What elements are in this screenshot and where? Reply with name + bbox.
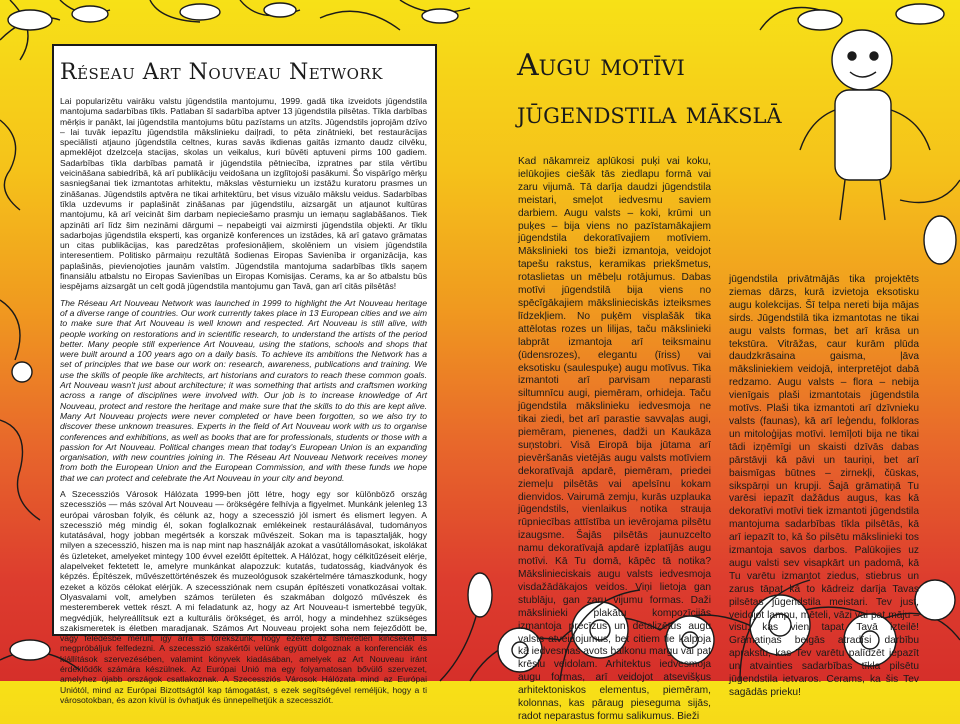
right-title-line2: jūgendstila mākslā: [517, 96, 782, 131]
left-text-panel: [52, 44, 437, 705]
english-paragraph: The Réseau Art Nouveau Network was launched in 1999 to highlight the Art Nouveau heritage of a diverse range of countries. Our work currently takes place in 13 European cities and we aim to make sure that Art Nouveau is well known and respected. Art Nouveau is still alive, with people working on restorations and in scientific research, to understand the artists of the period better. Many people still experience Art Nouveau, using the stations, schools and shops that were built around a 100 years ago on a daily basis. To achieve its ambitions the Network has a set of principles that we base our work on: research, awareness, publications and training. We use the skills of people like architects, art historians and curators to reach these common goals. Art Nouveau wasn't just about architecture; it was something that artists and craftsmen working across a range of disciplines were involved with. Our job is to increase knowledge of Art Nouveau, protect and restore the heritage and make sure that the skills to do this are kept alive. Many Art Nouveau projects were never completed or have been forgotten, so we also try to discover these unknown treasures. Experts in the field of Art Nouveau work with us to organise conferences and exhibitions, as well as books that are for professionals, students or those with a passion for Art Nouveau. Political changes mean that today's European Union is an expanding organisation, with new countries joining in. The Réseau Art Nouveau Network receives money from both the European Union and the European Commission, and with these funds we hope that we can protect and celebrate the Art Nouveau in your city and beyond.: [60, 297, 427, 483]
right-column-1: Kad nākamreiz aplūkosi puķi vai koku, ielūkojies ciešāk tās ziedlapu formā vai zaru vijumā. Tā darīja daudzi jūgendstila meistari, smeļot iedvesmu saviem darbiem. Augu valsts – koki, krūmi un puķes – bija viens no pazīstamākajiem jūgendstila dekoratīvajiem motīviem. Mākslinieki tos bieži izmantoja, veidojot tapešu rakstus, keramikas priekšmetus, rotaslietas un mēbeļu rotājumus. Dabas motīvi jūgendstilā bija viens no spēcīgākajiem mākslinieciskās izteiksmes līdzekļiem. No puķēm visplašāk tika attēlotas rozes un lilijas, taču mākslinieki labprāt izmantoja arī teiksmainu (ūdensrozes), elegantu (īriss) vai eksotisku (saulespuķe) augu motīvus. Tika izmantoti arī parvisam neparasti siltumnīcu augi, piemēram, orhideja. Taču jūgendstila mākslinieku iedvesmoja ne tikai ziedi, bet arī parastie savvaļas augi, piemēram, pienenes, dadži un Kaukāza suņstobri. Visā Eiropā bija jūtama arī pievēršanās vietējās augu valsts motīviem dekoratīvajā apdarē, piemēram, priedei ziemeļu pilsētās vai apelsīnu kokam dienvidos. Vairumā zemju, kurās uzplauka jūgendstils, vienlaikus notika strauja rūpniecības attīstība un ievērojama pilsētu izaugsme. Šajās pilsētās jaunuzcelto namu dekoratīvajā apdarē izplatījās augu motīvi. Kā Tu domā, kāpēc tā notika? Mākslinieciskais augu valsts iedvesmoja visdažādākajos veidos. Viņi lietoja gan stublāju, gan zaru vijumu formas. Daži mākslinieki plakātu kompozīcijās izmantoja precīzus un detalizētus augu valsts atveidojumus, bet citiem tie kalpoja kā iedvesmas avots balkonu margu vai pat krēslu veidolam. Arhitektus iedvesmoja augu formas, arī veidojot atsevišķus arhitektoniskos elementus, piemēram, kolonnas, kas pāraug pieseguma sijās, radot neparastus formu salikumus. Bieži: [518, 156, 711, 722]
right-column-2: jūgendstila privātmājās tika projektēts ziemas dārzs, kurā izvietoja eksotisku augu kolekcijas. Šī telpa nereti bija mājas sirds. Jūgendstilā tika izmantotas ne tikai augu valsts formas, bet arī krāsa un tekstūra. Vitrāžas, caur kurām plūda daudzkrāsaina gaisma, ļāva māksliniekiem veidojā, interpretējot dabā redzamo. Augu valsts – flora – nebija vienīgais plaši izmantotais jūgendstila motīvs. Plaši tika izmantoti arī dzīvnieku valsts (faunas), kā arī leģendu, folkloras un mitoloģijas motīvi. Iemīļoti bija ne tikai tādi izņēmīgi un skaisti dzīvās dabas pārstāvji kā pāvi un tauriņi, bet arī baismīgas būtnes – zirnekļi, čūskas, sikspārņi un krupji. Šajā grāmatiņā Tu varēsi iepazīt dažādus augus, kas kā dekoratīvi motīvi tiek izmantoti jūgendstila mantojuma sadarbības tīkla pilsētās, kā arī iepazīt to, kā šo pilsētu mākslinieki tos izmantoja savos darbos. Palūkojies uz augu valsti sev visapkārt un padomā, kā Tu varētu izmantot ziedus, stiebrus un zarus tāpat kā to kādreiz darīja Tavas pilsētas jūgendstila meistari. Tev just, veidojot lampu, mēteli, vāzi vai pat māju – visu, kas vien tapat Tavā izteilē! Grāmatiņas beigās atradīsi darbību aprakstu, kas Tev varētu palīdzēt iepazīt un atvainties sadarbības tīkla pilsētu jūgendstila ietvaros. Cerams, ka šis Tev sagādās prieku!: [729, 274, 919, 698]
latvian-paragraph: Lai popularizētu vairāku valstu jūgendstila mantojumu, 1999. gadā tika izveidots jūgendstila mantojuma sadarbības tīkls. Patlaban šī sadarbība aptver 13 jūgendstila pilsētas. Tīkla darbības mērķis ir panākt, lai jūgendstila mantojums būtu pazīstams un atzīts. Jūgendstils joprojām dzīvo – lai tuvāk iepazītu jūgendstila mākslinieku daiļradi, to pēta zinātnieki, bet restaurācijas speciālisti atjauno jūgendstila celtnes, kuras savās ikdienas gaitās izmanto daudz cilvēku, apmeklējot dzelzceļa stacijas, skolas un veikalus, kuri būvēti aptuveni pirms 100 gadiem. Sadarbības tīkla darbības pamatā ir jūgendstila pētniecība, izpratnes par stila vērtību veicināšana sabiedrībā, kā arī publikāciju veidošana un izglītojoši pasākumi. Šo vispārīgo mērķu sasniegšanai tiek izmantotas arhitektu, mākslas vēsturnieku un izstāžu kuratoru prasmes un zināšanas. Jūgendstils aptvēra ne tikai arhitektūru, bet visus vizuālo mākslu veidus. Sadarbības tīkla uzdevums ir paplašināt zināšanas par jūgendstilu, aizsargāt un atjaunot kultūras mantojumu, kā arī veicināt šim darbam nepieciešamo prasmju un iemaņu saglabāšanos. Tiek apzināti arī līdz šim nezināmi dārgumi – nepabeigti vai aizmirsti jūgendstila objekti. Ar tīklu sadarbojas jūgendstila eksperti, kas organizē konferences un izstādes, kā arī gatavo grāmatas un citas publikācijas, kas paredzētas profesionāļiem, skolēniem un visiem jūgendstila interesentiem. Politisko pārmaiņu rezultātā šodienas Eiropas Savienība ir organizācija, kas paplašinās, pievienojoties jaunām valstīm. Jūgendstila mantojuma sadarbības tīkls saņem finansiālu atbalstu no Eiropas Savienības un Eiropas Komisijas. Cerams, ka ar šo atbalstu būs iespējams aizsargāt un celt godā jūgendstila mantojumu gan Tavā, gan arī citās pilsētās!: [60, 96, 427, 292]
right-title-line1: Augu motīvi: [517, 48, 685, 83]
panel-title: Réseau Art Nouveau Network: [60, 60, 383, 85]
hungarian-paragraph: A Szecessziós Városok Hálózata 1999-ben jött létre, hogy egy sor különböző ország szecessziós — más szóval Art Nouveau — örökségére felhívja a figyelmet. Munkánk jelenleg 13 európai városban folyik, és célunk az, hogy a szecesszió jól ismert és elismert legyen. A szecesszió még mindig él, sokan foglalkoznak emlékeinek restaurálásával, tudományos kutatásával, hogy jobban megértsék a korszak művészeit. Sokan ma is tapasztalják, hogy milyen a szecesszió, hiszen ma is nap mint nap használják azokat a vasútállomásokat, iskolákat és üzleteket, amelyeket mintegy 100 évvel ezelőtt építettek. A Hálózat, hogy célkitűzéseit elérje, alapelveket fektetett le, amelyre munkánkat alapozzuk: kutatás, tudatosság, kiadványok és képzés. Építészek, művészettörténészek és muzeológusok szakértelmére támaszkodunk, hogy ezeket a közös célokat elérjük. A szecessziónak nem csupán építészeti vonatkozásai voltak. Olyasvalami volt, amelyben számos területen és szakmában dolgozó művészek és mesteremberek vettek részt. A mi feladatunk az, hogy az Art Nouveau-t ismertebbé tegyük, megvédjük, helyreállítsuk ezt a kulturális örökséget, és arról, hogy a mindehhez szükséges szakismeretek is életben maradjanak. Számos Art Nouveau projekt soha nem fejeződött be, vagy feledésbe merült, így arra is törekszünk, hogy ezeket az ismeretlen kincseket is megpróbáljuk felfedezni. A szecesszió szakértői velünk együtt dolgoznak a konferenciák és kiállítások szervezésében, valamint könyvek kiadásában, amelyek az Art Nouveau iránt érdeklődők számára készülnek. Az Európai Unió ma egy folyamatosan bővülő szervezet, amelyhez újabb országok csatlakoznak. A Szecessziós Városok Hálózata mind az Európai Uniótól, mind az Európai Bizottságtól kap támogatást, s ezek segítségével reméljük, hogy a ti városotokban, és azon kívül is óvhatjuk és ünnepelhetjük a szecessziót.: [60, 488, 427, 705]
